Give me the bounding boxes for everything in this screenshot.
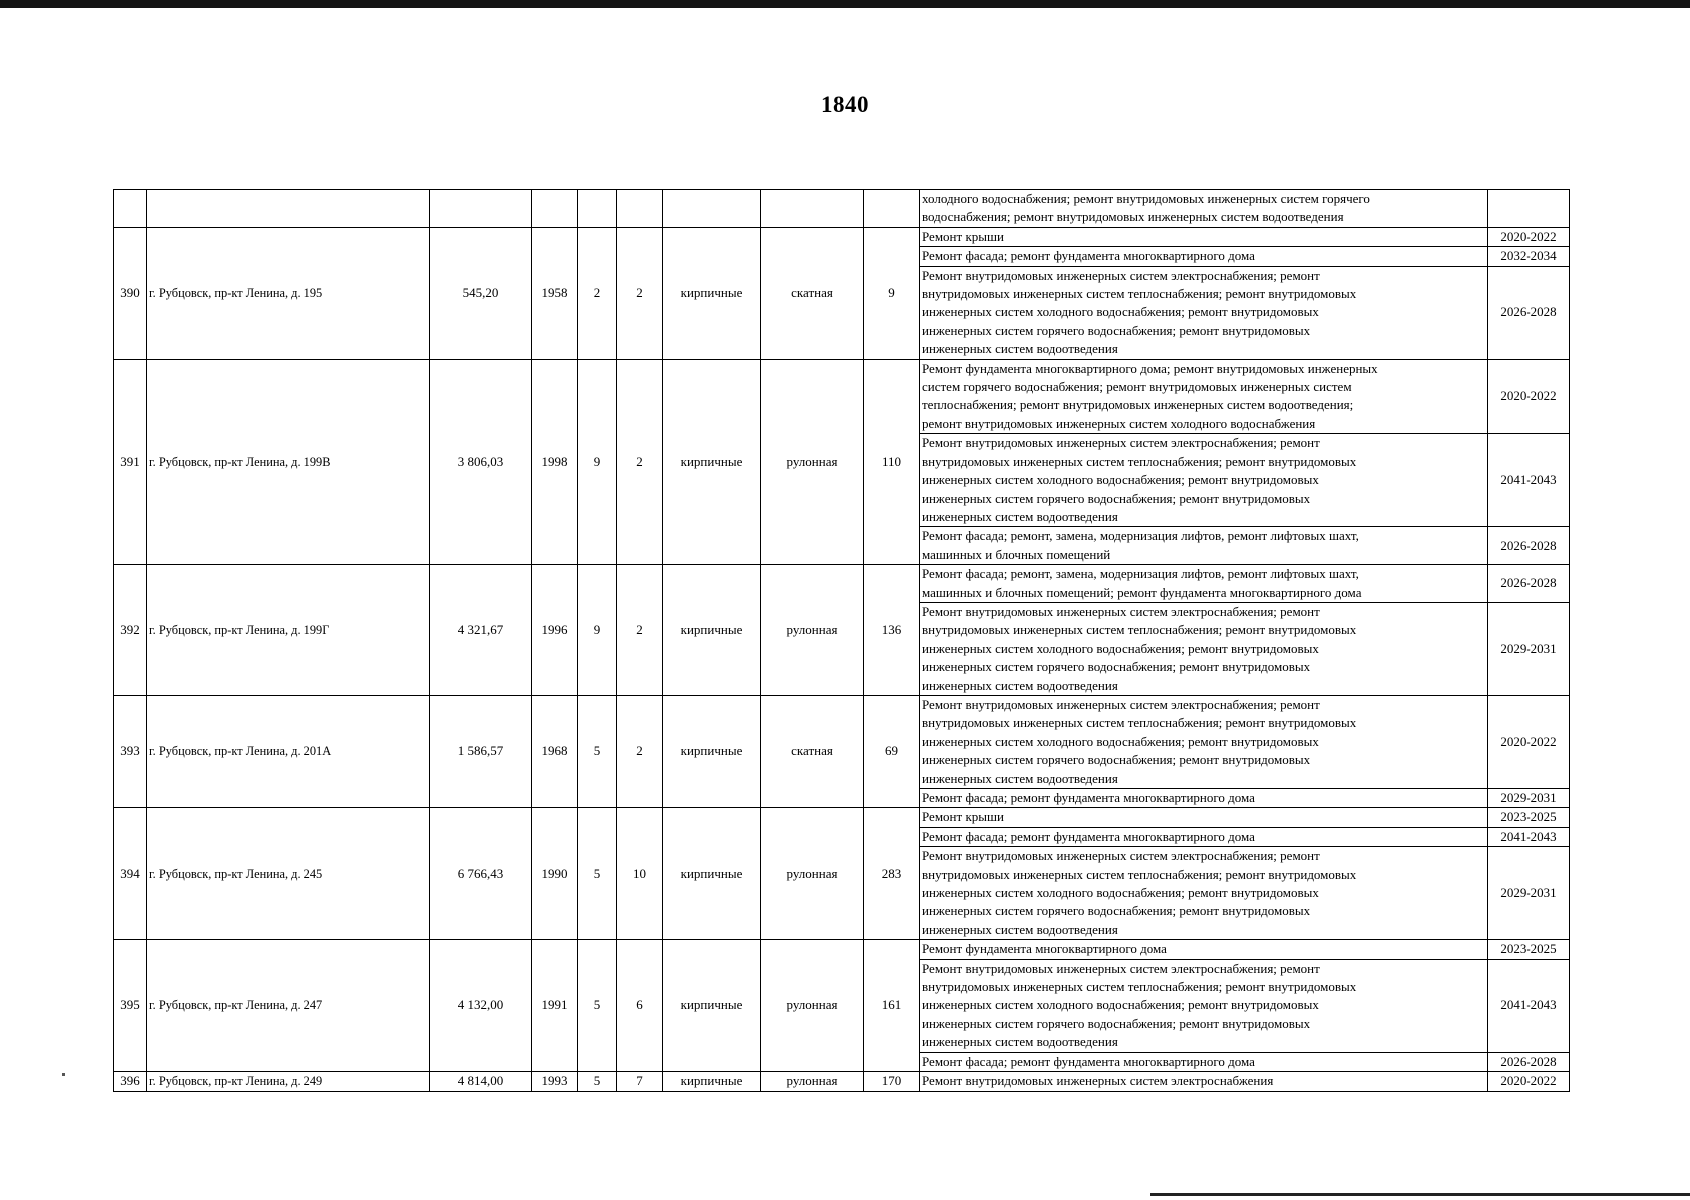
residents-count: 136 <box>864 565 920 696</box>
build-year: 1968 <box>532 695 578 807</box>
entrances-count: 10 <box>617 808 663 940</box>
roof-type: рулонная <box>761 940 864 1072</box>
residents-count: 170 <box>864 1072 920 1091</box>
work-description: Ремонт внутридомовых инженерных систем электроснабжения; ремонт внутридомовых инженерных систем теплоснабжения; ремонт внутридомовых инженерных систем холодного водоснабжения; ремонт внутридомовых инженерных систем горячего водоснабжения; ремонт внутридомовых инженерных систем водоотведения <box>920 434 1488 527</box>
row-number: 393 <box>114 695 147 807</box>
building-address: г. Рубцовск, пр-кт Ленина, д. 247 <box>147 940 430 1072</box>
table-row <box>114 359 1570 434</box>
entrances-count: 2 <box>617 565 663 696</box>
empty-cell <box>578 190 617 228</box>
work-period: 2041-2043 <box>1488 827 1570 846</box>
roof-type: скатная <box>761 695 864 807</box>
work-period: 2026-2028 <box>1488 1052 1570 1071</box>
empty-cell <box>430 190 532 228</box>
table-row <box>114 808 1570 827</box>
building-address: г. Рубцовск, пр-кт Ленина, д. 199Г <box>147 565 430 696</box>
work-period: 2023-2025 <box>1488 808 1570 827</box>
work-description: холодного водоснабжения; ремонт внутридомовых инженерных систем горячего водоснабжения; ремонт внутридомовых инженерных систем водоотведения <box>920 190 1488 228</box>
work-period: 2020-2022 <box>1488 227 1570 246</box>
roof-type: рулонная <box>761 808 864 940</box>
work-period: 2020-2022 <box>1488 359 1570 434</box>
build-year: 1996 <box>532 565 578 696</box>
table-row <box>114 695 1570 788</box>
work-period: 2020-2022 <box>1488 695 1570 788</box>
residents-count: 161 <box>864 940 920 1072</box>
building-area: 4 814,00 <box>430 1072 532 1091</box>
building-area: 4 132,00 <box>430 940 532 1072</box>
wall-material: кирпичные <box>663 695 761 807</box>
work-description: Ремонт внутридомовых инженерных систем электроснабжения; ремонт внутридомовых инженерных систем теплоснабжения; ремонт внутридомовых инженерных систем холодного водоснабжения; ремонт внутридомовых инженерных систем горячего водоснабжения; ремонт внутридомовых инженерных систем водоотведения <box>920 695 1488 788</box>
work-description: Ремонт фасада; ремонт, замена, модернизация лифтов, ремонт лифтовых шахт, машинных и блочных помещений <box>920 527 1488 565</box>
building-address: г. Рубцовск, пр-кт Ленина, д. 249 <box>147 1072 430 1091</box>
entrances-count: 2 <box>617 359 663 564</box>
work-description: Ремонт фасада; ремонт фундамента многоквартирного дома <box>920 789 1488 808</box>
page-number: 1840 <box>821 92 869 117</box>
building-area: 1 586,57 <box>430 695 532 807</box>
work-period: 2041-2043 <box>1488 959 1570 1052</box>
work-period: 2020-2022 <box>1488 1072 1570 1091</box>
wall-material: кирпичные <box>663 227 761 359</box>
table-row <box>114 190 1570 228</box>
wall-material: кирпичные <box>663 565 761 696</box>
roof-type: рулонная <box>761 359 864 564</box>
empty-cell <box>663 190 761 228</box>
residents-count: 283 <box>864 808 920 940</box>
entrances-count: 6 <box>617 940 663 1072</box>
table-row <box>114 940 1570 959</box>
building-area: 4 321,67 <box>430 565 532 696</box>
building-area: 545,20 <box>430 227 532 359</box>
work-period: 2023-2025 <box>1488 940 1570 959</box>
building-address: г. Рубцовск, пр-кт Ленина, д. 195 <box>147 227 430 359</box>
building-address: г. Рубцовск, пр-кт Ленина, д. 245 <box>147 808 430 940</box>
scan-bottom-line <box>1150 1193 1690 1196</box>
work-description: Ремонт фундамента многоквартирного дома; ремонт внутридомовых инженерных систем горячего водоснабжения; ремонт внутридомовых инженерных систем теплоснабжения; ремонт внутридомовых инженерных систем водоотведения; ремонт внутридомовых инженерных систем холодного водоснабжения <box>920 359 1488 434</box>
row-number: 395 <box>114 940 147 1072</box>
floors-count: 5 <box>578 1072 617 1091</box>
work-period: 2029-2031 <box>1488 602 1570 695</box>
work-description: Ремонт фундамента многоквартирного дома <box>920 940 1488 959</box>
build-year: 1991 <box>532 940 578 1072</box>
entrances-count: 7 <box>617 1072 663 1091</box>
work-description: Ремонт крыши <box>920 227 1488 246</box>
row-number: 396 <box>114 1072 147 1091</box>
building-address: г. Рубцовск, пр-кт Ленина, д. 201А <box>147 695 430 807</box>
work-period: 2032-2034 <box>1488 247 1570 266</box>
floors-count: 5 <box>578 695 617 807</box>
building-address: г. Рубцовск, пр-кт Ленина, д. 199В <box>147 359 430 564</box>
work-period: 2029-2031 <box>1488 789 1570 808</box>
work-description: Ремонт фасада; ремонт фундамента многоквартирного дома <box>920 827 1488 846</box>
row-number: 394 <box>114 808 147 940</box>
work-period: 2026-2028 <box>1488 266 1570 359</box>
building-area: 3 806,03 <box>430 359 532 564</box>
roof-type: скатная <box>761 227 864 359</box>
wall-material: кирпичные <box>663 359 761 564</box>
scan-top-edge <box>0 0 1690 8</box>
scan-speck <box>62 1073 65 1076</box>
work-description: Ремонт фасада; ремонт фундамента многоквартирного дома <box>920 247 1488 266</box>
wall-material: кирпичные <box>663 808 761 940</box>
floors-count: 5 <box>578 940 617 1072</box>
empty-cell <box>532 190 578 228</box>
row-number: 390 <box>114 227 147 359</box>
work-description: Ремонт внутридомовых инженерных систем электроснабжения; ремонт внутридомовых инженерных систем теплоснабжения; ремонт внутридомовых инженерных систем холодного водоснабжения; ремонт внутридомовых инженерных систем горячего водоснабжения; ремонт внутридомовых инженерных систем водоотведения <box>920 266 1488 359</box>
build-year: 1993 <box>532 1072 578 1091</box>
work-period: 2029-2031 <box>1488 847 1570 940</box>
residents-count: 110 <box>864 359 920 564</box>
floors-count: 9 <box>578 359 617 564</box>
build-year: 1998 <box>532 359 578 564</box>
build-year: 1990 <box>532 808 578 940</box>
roof-type: рулонная <box>761 1072 864 1091</box>
empty-cell <box>147 190 430 228</box>
work-description: Ремонт внутридомовых инженерных систем электроснабжения <box>920 1072 1488 1091</box>
work-description: Ремонт внутридомовых инженерных систем электроснабжения; ремонт внутридомовых инженерных систем теплоснабжения; ремонт внутридомовых инженерных систем холодного водоснабжения; ремонт внутридомовых инженерных систем горячего водоснабжения; ремонт внутридомовых инженерных систем водоотведения <box>920 959 1488 1052</box>
work-period <box>1488 190 1570 228</box>
floors-count: 2 <box>578 227 617 359</box>
work-description: Ремонт фасада; ремонт, замена, модернизация лифтов, ремонт лифтовых шахт, машинных и блочных помещений; ремонт фундамента многоквартирного дома <box>920 565 1488 603</box>
work-description: Ремонт фасада; ремонт фундамента многоквартирного дома <box>920 1052 1488 1071</box>
table-body <box>114 190 1570 1092</box>
building-area: 6 766,43 <box>430 808 532 940</box>
empty-cell <box>617 190 663 228</box>
roof-type: рулонная <box>761 565 864 696</box>
residents-count: 9 <box>864 227 920 359</box>
build-year: 1958 <box>532 227 578 359</box>
work-period: 2041-2043 <box>1488 434 1570 527</box>
work-description: Ремонт крыши <box>920 808 1488 827</box>
empty-cell <box>114 190 147 228</box>
entrances-count: 2 <box>617 227 663 359</box>
work-description: Ремонт внутридомовых инженерных систем электроснабжения; ремонт внутридомовых инженерных систем теплоснабжения; ремонт внутридомовых инженерных систем холодного водоснабжения; ремонт внутридомовых инженерных систем горячего водоснабжения; ремонт внутридомовых инженерных систем водоотведения <box>920 602 1488 695</box>
row-number: 391 <box>114 359 147 564</box>
table-row <box>114 227 1570 246</box>
empty-cell <box>864 190 920 228</box>
floors-count: 5 <box>578 808 617 940</box>
floors-count: 9 <box>578 565 617 696</box>
table-row <box>114 565 1570 603</box>
row-number: 392 <box>114 565 147 696</box>
repair-schedule-table <box>113 189 1570 1092</box>
work-period: 2026-2028 <box>1488 527 1570 565</box>
table-row <box>114 1072 1570 1091</box>
work-period: 2026-2028 <box>1488 565 1570 603</box>
wall-material: кирпичные <box>663 940 761 1072</box>
entrances-count: 2 <box>617 695 663 807</box>
wall-material: кирпичные <box>663 1072 761 1091</box>
empty-cell <box>761 190 864 228</box>
work-description: Ремонт внутридомовых инженерных систем электроснабжения; ремонт внутридомовых инженерных систем теплоснабжения; ремонт внутридомовых инженерных систем холодного водоснабжения; ремонт внутридомовых инженерных систем горячего водоснабжения; ремонт внутридомовых инженерных систем водоотведения <box>920 847 1488 940</box>
residents-count: 69 <box>864 695 920 807</box>
